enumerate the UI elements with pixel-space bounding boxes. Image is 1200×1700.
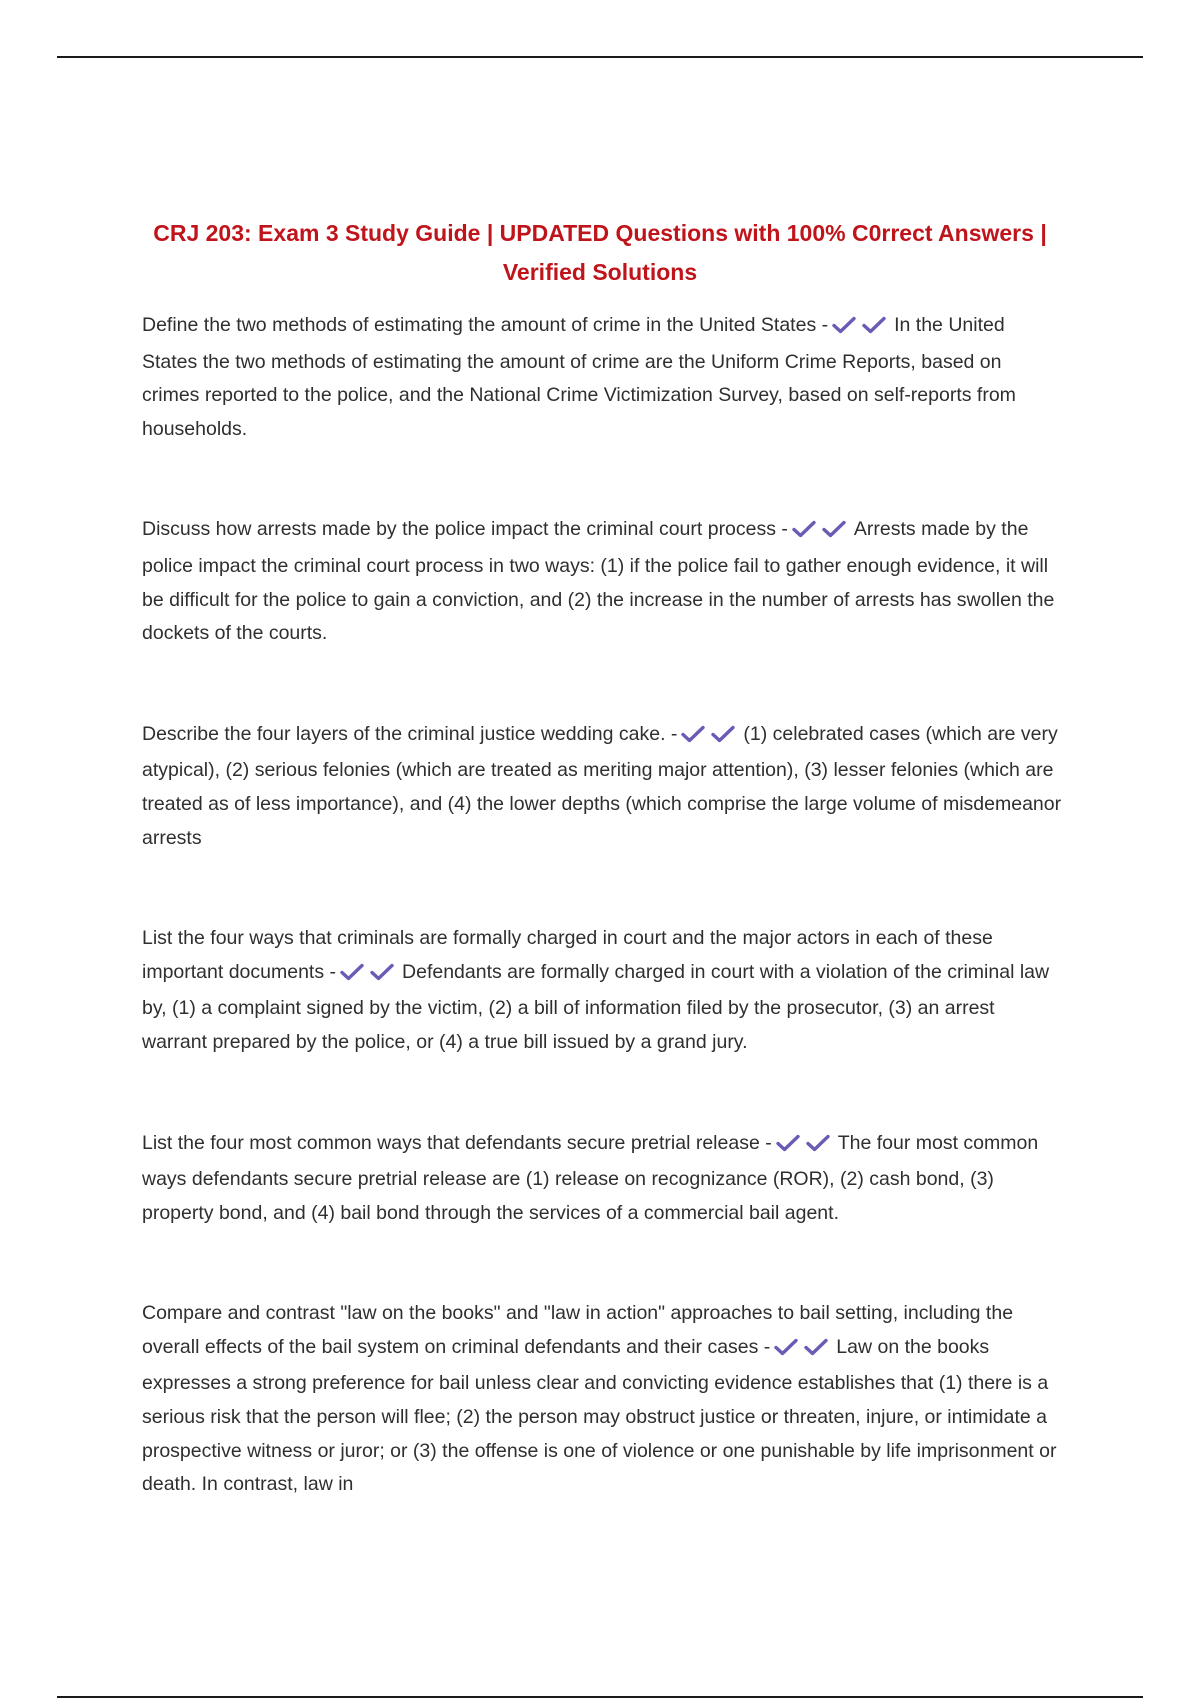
check-icon: [370, 963, 394, 981]
check-icon: [862, 316, 886, 334]
answer-text: Arrests made by the police impact the criminal court process in two ways: (1) if the police fail to gather enough evidence, it will be difficult for the police to gain a conviction, and (2) the increase in the number of arrests has swollen the dockets of the courts.: [142, 518, 1055, 645]
qa-list: [142, 309, 1062, 1502]
qa-item: [142, 1297, 1062, 1502]
check-icon: [792, 520, 816, 538]
question-text: List the four ways that criminals are formally charged in court and the major actors in each of these important documents -: [142, 927, 993, 983]
question-text: Define the two methods of estimating the amount of crime in the United States -: [142, 314, 829, 336]
check-icon: [776, 1134, 800, 1152]
double-check-icon: [832, 312, 892, 346]
question-text: Describe the four layers of the criminal justice wedding cake. -: [142, 722, 678, 745]
qa-item: [142, 309, 1062, 446]
answer-text: Law on the books expresses a strong preference for bail unless clear and convicting evidence establishes that (1) there is a serious risk that the person will flee; (2) the person may obstruct justice or threaten, injure, or intimidate a prospective witness or juror; or (3) the offense is one of violence or one punishable by life imprisonment or death. In contrast, law in: [142, 1335, 1057, 1496]
check-icon: [832, 316, 856, 334]
double-check-icon: [774, 1334, 834, 1368]
answer-text: (1) celebrated cases (which are very atypical), (2) serious felonies (which are treated as meriting major attention), (3) lesser felonies (which are treated as of less importance), and (4) the lower depths (which comprise the large volume of misdemeanor arrests: [142, 722, 1062, 849]
check-icon: [822, 520, 846, 538]
qa-item: [142, 718, 1062, 855]
qa-item: [142, 513, 1062, 650]
footer-rule: [57, 1696, 1143, 1698]
header-rule: [57, 56, 1143, 58]
answer-text: In the United States the two methods of estimating the amount of crime are the Uniform Crime Reports, based on crimes reported to the police, and the National Crime Victimization Survey, based on self-reports from households.: [142, 314, 1016, 440]
check-icon: [804, 1338, 828, 1356]
question-text: List the four most common ways that defendants secure pretrial release -: [142, 1131, 772, 1154]
double-check-icon: [776, 1130, 836, 1164]
check-icon: [711, 725, 735, 743]
qa-item: [142, 922, 1062, 1059]
double-check-icon: [340, 959, 400, 993]
check-icon: [774, 1338, 798, 1356]
check-icon: [340, 963, 364, 981]
document-title: CRJ 203: Exam 3 Study Guide | UPDATED Questions with 100% C0rrect Answers | Verified Solutions: [153, 220, 1047, 285]
answer-text: The four most common ways defendants secure pretrial release are (1) release on recognizance (ROR), (2) cash bond, (3) property bond, and (4) bail bond through the services of a commercial bail agent.: [142, 1131, 1039, 1224]
qa-item: [142, 1127, 1062, 1231]
double-check-icon: [681, 721, 741, 755]
question-text: Discuss how arrests made by the police impact the criminal court process -: [142, 518, 788, 541]
question-text: Compare and contrast "law on the books" and "law in action" approaches to bail setting, including the overall effects of the bail system on criminal defendants and their cases -: [142, 1302, 1014, 1358]
answer-text: Defendants are formally charged in court with a violation of the criminal law by, (1) a complaint signed by the victim, (2) a bill of information filed by the prosecutor, (3) an arrest warrant prepared by the police, or (4) a true bill issued by a grand jury.: [142, 960, 1050, 1053]
double-check-icon: [792, 516, 852, 550]
check-icon: [806, 1134, 830, 1152]
check-icon: [681, 725, 705, 743]
